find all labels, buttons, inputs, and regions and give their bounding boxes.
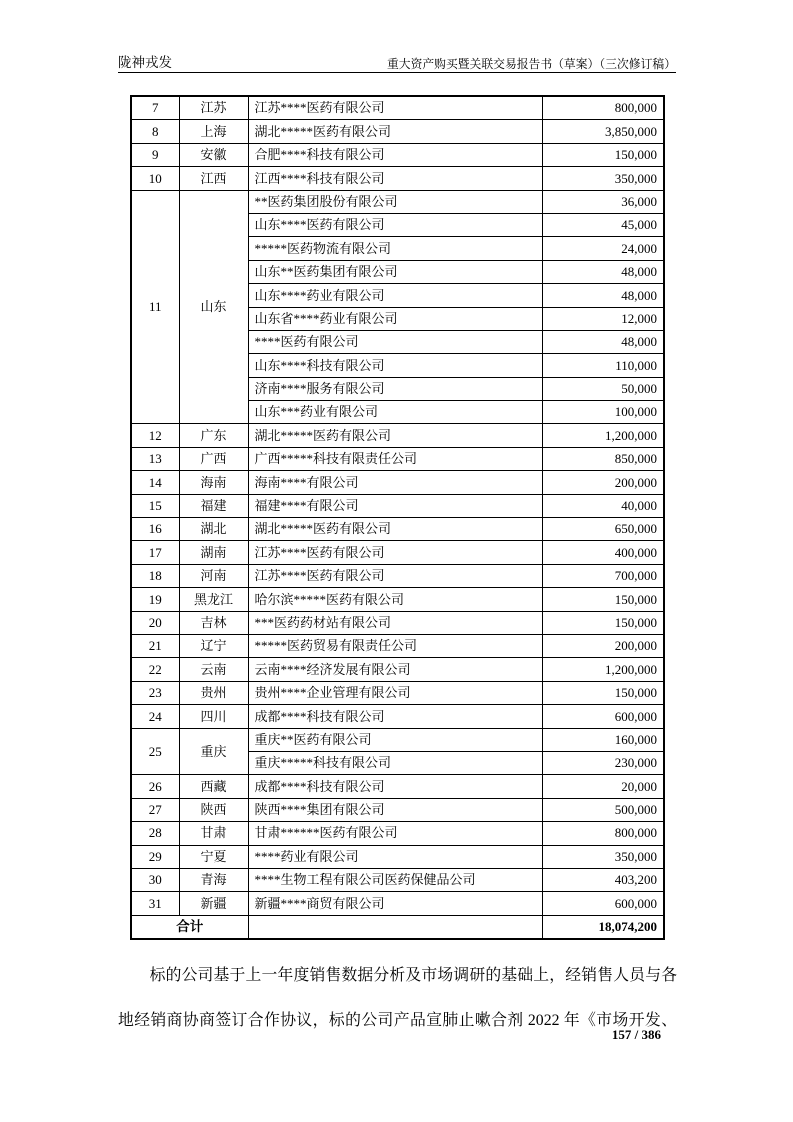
header-doc-title: 重大资产购买暨关联交易报告书（草案）（三次修订稿） <box>386 57 676 71</box>
row-number-cell: 13 <box>131 447 179 470</box>
table-row <box>131 471 664 494</box>
amount-cell: 700,000 <box>542 564 664 587</box>
amount-cell: 110,000 <box>542 354 664 377</box>
company-name-cell: 云南****经济发展有限公司 <box>248 658 542 681</box>
amount-cell: 24,000 <box>542 237 664 260</box>
row-number-cell: 8 <box>131 120 179 143</box>
company-name-cell: 哈尔滨*****医药有限公司 <box>248 588 542 611</box>
table-row <box>131 611 664 634</box>
province-cell: 四川 <box>179 705 248 728</box>
amount-cell: 1,200,000 <box>542 658 664 681</box>
amount-cell: 350,000 <box>542 845 664 868</box>
amount-cell: 50,000 <box>542 377 664 400</box>
table-row <box>131 728 664 751</box>
amount-cell: 200,000 <box>542 471 664 494</box>
company-name-cell: 贵州****企业管理有限公司 <box>248 681 542 704</box>
row-number-cell: 21 <box>131 634 179 657</box>
province-cell: 广东 <box>179 424 248 447</box>
amount-cell: 400,000 <box>542 541 664 564</box>
amount-cell: 150,000 <box>542 681 664 704</box>
company-name-cell: 湖北*****医药有限公司 <box>248 120 542 143</box>
company-name-cell: 山东省****药业有限公司 <box>248 307 542 330</box>
province-cell: 陕西 <box>179 798 248 821</box>
table-row <box>131 775 664 798</box>
company-name-cell: 山东****科技有限公司 <box>248 354 542 377</box>
table-row <box>131 658 664 681</box>
amount-cell: 20,000 <box>542 775 664 798</box>
table-row <box>131 518 664 541</box>
distributor-sales-table <box>130 95 665 940</box>
province-cell: 云南 <box>179 658 248 681</box>
row-number-cell: 25 <box>131 728 179 775</box>
table-row <box>131 868 664 891</box>
company-name-cell: 江西****科技有限公司 <box>248 167 542 190</box>
province-cell: 湖南 <box>179 541 248 564</box>
table-row <box>131 494 664 517</box>
body-paragraph: 标的公司基于上一年度销售数据分析及市场调研的基础上，经销售人员与各地经销商协商签订合作协议，标的公司产品宣肺止嗽合剂 2022 年《市场开发、 <box>118 967 677 1029</box>
row-number-cell: 7 <box>131 96 179 120</box>
row-number-cell: 17 <box>131 541 179 564</box>
amount-cell: 45,000 <box>542 213 664 236</box>
page-number: 157 / 386 <box>611 1027 661 1042</box>
province-cell: 甘肃 <box>179 822 248 845</box>
company-name-cell: ***医药药材站有限公司 <box>248 611 542 634</box>
amount-cell: 48,000 <box>542 330 664 353</box>
table-row <box>131 634 664 657</box>
company-name-cell: *****医药物流有限公司 <box>248 237 542 260</box>
company-name-cell: 山东****药业有限公司 <box>248 284 542 307</box>
amount-cell: 160,000 <box>542 728 664 751</box>
row-number-cell: 9 <box>131 143 179 166</box>
company-name-cell: **医药集团股份有限公司 <box>248 190 542 213</box>
amount-cell: 850,000 <box>542 447 664 470</box>
amount-cell: 40,000 <box>542 494 664 517</box>
province-cell: 新疆 <box>179 892 248 915</box>
company-name-cell: 江苏****医药有限公司 <box>248 541 542 564</box>
amount-cell: 36,000 <box>542 190 664 213</box>
table-row <box>131 798 664 821</box>
header-doc-short-title: 陇神戎发 <box>118 55 172 70</box>
row-number-cell: 31 <box>131 892 179 915</box>
table-row <box>131 564 664 587</box>
amount-cell: 600,000 <box>542 705 664 728</box>
province-cell: 辽宁 <box>179 634 248 657</box>
amount-cell: 350,000 <box>542 167 664 190</box>
province-cell: 河南 <box>179 564 248 587</box>
province-cell: 江西 <box>179 167 248 190</box>
row-number-cell: 29 <box>131 845 179 868</box>
row-number-cell: 27 <box>131 798 179 821</box>
row-number-cell: 15 <box>131 494 179 517</box>
total-value-cell: 18,074,200 <box>542 915 664 939</box>
company-name-cell: 福建****有限公司 <box>248 494 542 517</box>
row-number-cell: 12 <box>131 424 179 447</box>
company-name-cell: ****生物工程有限公司医药保健品公司 <box>248 868 542 891</box>
row-number-cell: 22 <box>131 658 179 681</box>
province-cell: 山东 <box>179 190 248 424</box>
company-name-cell: 重庆*****科技有限公司 <box>248 751 542 774</box>
province-cell: 吉林 <box>179 611 248 634</box>
amount-cell: 800,000 <box>542 822 664 845</box>
province-cell: 广西 <box>179 447 248 470</box>
table-row <box>131 892 664 915</box>
amount-cell: 650,000 <box>542 518 664 541</box>
amount-cell: 48,000 <box>542 260 664 283</box>
row-number-cell: 14 <box>131 471 179 494</box>
row-number-cell: 18 <box>131 564 179 587</box>
amount-cell: 100,000 <box>542 401 664 424</box>
table-row <box>131 541 664 564</box>
province-cell: 贵州 <box>179 681 248 704</box>
amount-cell: 230,000 <box>542 751 664 774</box>
amount-cell: 3,850,000 <box>542 120 664 143</box>
total-row <box>131 915 664 939</box>
table-row <box>131 424 664 447</box>
province-cell: 湖北 <box>179 518 248 541</box>
table-row <box>131 822 664 845</box>
company-name-cell: 江苏****医药有限公司 <box>248 564 542 587</box>
row-number-cell: 10 <box>131 167 179 190</box>
amount-cell: 150,000 <box>542 143 664 166</box>
company-name-cell: 海南****有限公司 <box>248 471 542 494</box>
row-number-cell: 16 <box>131 518 179 541</box>
company-name-cell: 重庆**医药有限公司 <box>248 728 542 751</box>
table-row <box>131 120 664 143</box>
table-row <box>131 845 664 868</box>
row-number-cell: 30 <box>131 868 179 891</box>
row-number-cell: 20 <box>131 611 179 634</box>
company-name-cell: 甘肃******医药有限公司 <box>248 822 542 845</box>
total-label-cell: 合计 <box>131 915 248 939</box>
amount-cell: 800,000 <box>542 96 664 120</box>
province-cell: 海南 <box>179 471 248 494</box>
row-number-cell: 23 <box>131 681 179 704</box>
table-row <box>131 447 664 470</box>
company-name-cell: 新疆****商贸有限公司 <box>248 892 542 915</box>
table-row <box>131 190 664 213</box>
company-name-cell: ****药业有限公司 <box>248 845 542 868</box>
row-number-cell: 11 <box>131 190 179 424</box>
amount-cell: 200,000 <box>542 634 664 657</box>
amount-cell: 403,200 <box>542 868 664 891</box>
province-cell: 安徽 <box>179 143 248 166</box>
province-cell: 福建 <box>179 494 248 517</box>
row-number-cell: 24 <box>131 705 179 728</box>
amount-cell: 150,000 <box>542 611 664 634</box>
row-number-cell: 26 <box>131 775 179 798</box>
province-cell: 青海 <box>179 868 248 891</box>
amount-cell: 150,000 <box>542 588 664 611</box>
table-row <box>131 588 664 611</box>
table-row <box>131 167 664 190</box>
company-name-cell: 陕西****集团有限公司 <box>248 798 542 821</box>
province-cell: 宁夏 <box>179 845 248 868</box>
total-empty-cell <box>248 915 542 939</box>
amount-cell: 12,000 <box>542 307 664 330</box>
amount-cell: 48,000 <box>542 284 664 307</box>
company-name-cell: *****医药贸易有限责任公司 <box>248 634 542 657</box>
amount-cell: 600,000 <box>542 892 664 915</box>
row-number-cell: 28 <box>131 822 179 845</box>
table-row <box>131 705 664 728</box>
distributor-table-body <box>131 96 664 939</box>
company-name-cell: 江苏****医药有限公司 <box>248 96 542 120</box>
province-cell: 上海 <box>179 120 248 143</box>
company-name-cell: 合肥****科技有限公司 <box>248 143 542 166</box>
province-cell: 重庆 <box>179 728 248 775</box>
company-name-cell: 广西*****科技有限责任公司 <box>248 447 542 470</box>
table-row <box>131 681 664 704</box>
company-name-cell: 山东**医药集团有限公司 <box>248 260 542 283</box>
company-name-cell: 济南****服务有限公司 <box>248 377 542 400</box>
company-name-cell: 山东****医药有限公司 <box>248 213 542 236</box>
company-name-cell: 山东***药业有限公司 <box>248 401 542 424</box>
amount-cell: 500,000 <box>542 798 664 821</box>
header-rule <box>118 72 676 73</box>
row-number-cell: 19 <box>131 588 179 611</box>
province-cell: 江苏 <box>179 96 248 120</box>
table-row <box>131 96 664 120</box>
company-name-cell: 成都****科技有限公司 <box>248 705 542 728</box>
company-name-cell: 湖北*****医药有限公司 <box>248 424 542 447</box>
table-row <box>131 143 664 166</box>
company-name-cell: 湖北*****医药有限公司 <box>248 518 542 541</box>
amount-cell: 1,200,000 <box>542 424 664 447</box>
province-cell: 西藏 <box>179 775 248 798</box>
company-name-cell: ****医药有限公司 <box>248 330 542 353</box>
province-cell: 黑龙江 <box>179 588 248 611</box>
company-name-cell: 成都****科技有限公司 <box>248 775 542 798</box>
